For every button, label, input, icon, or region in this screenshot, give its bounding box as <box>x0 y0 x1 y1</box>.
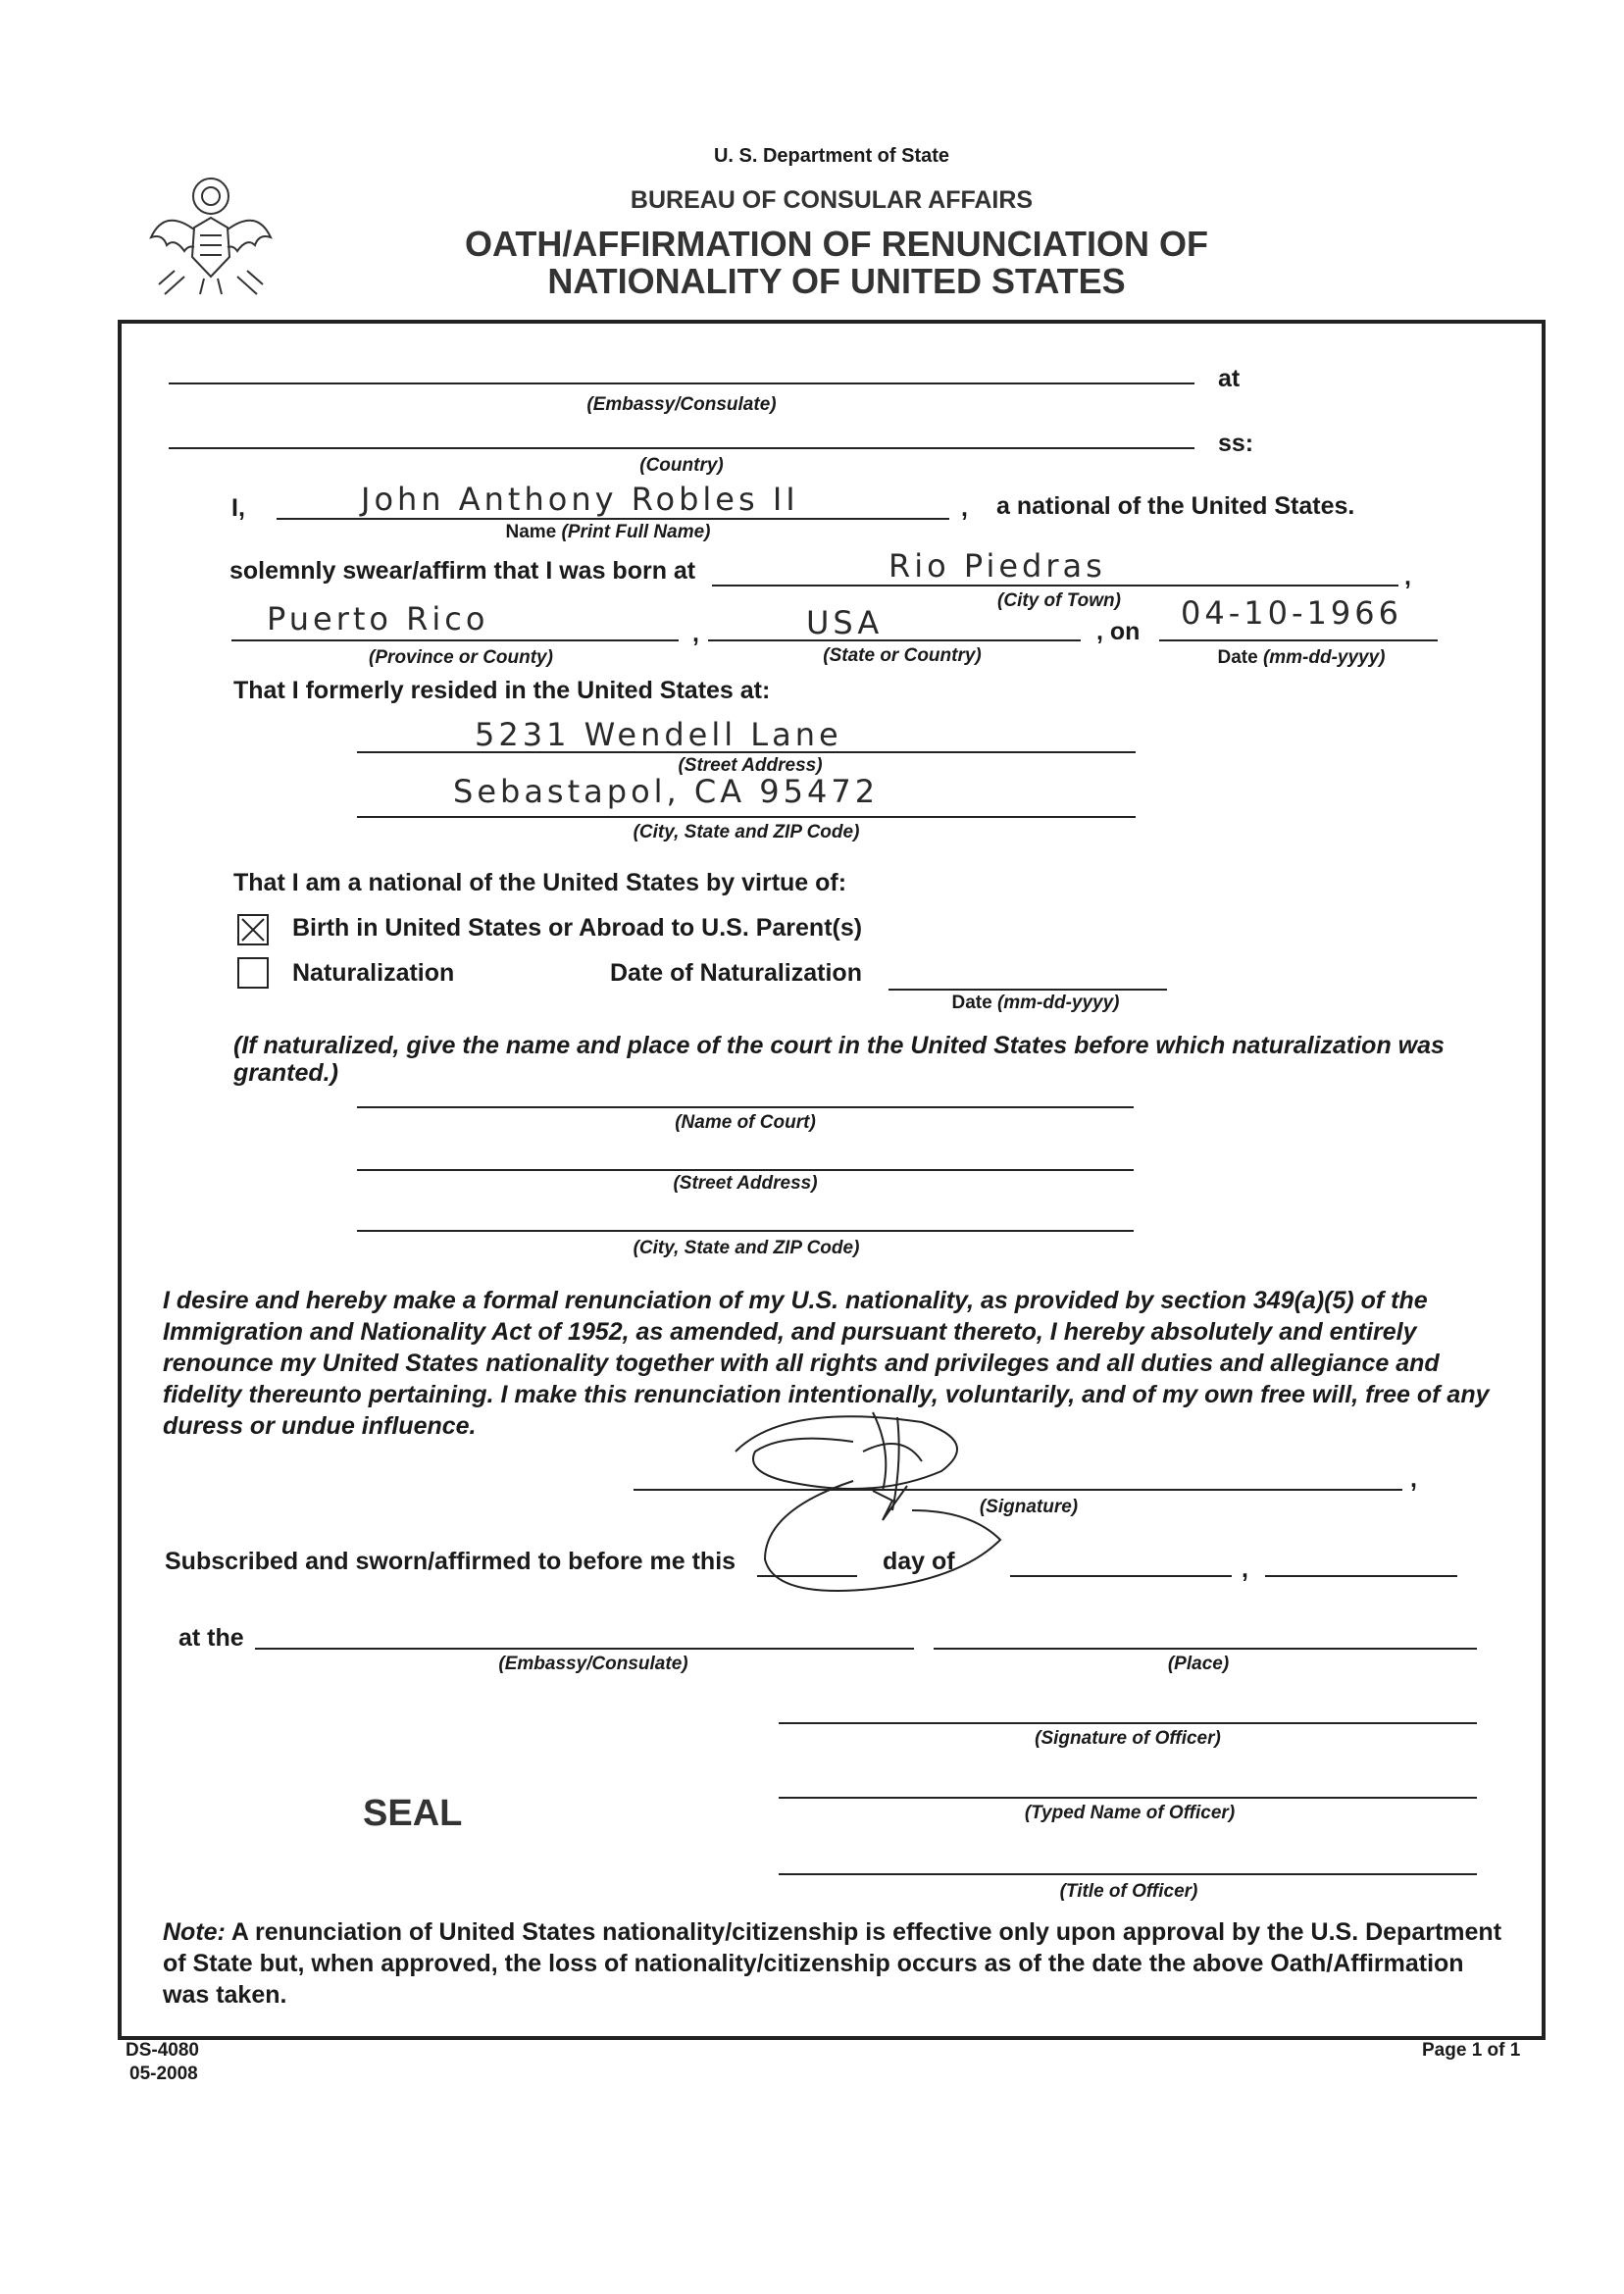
court-caption: (Name of Court) <box>675 1112 816 1133</box>
form-date: 05-2008 <box>129 2064 198 2084</box>
nat-date-caption-hint: (mm-dd-yyyy) <box>996 993 1120 1013</box>
bureau-name: BUREAU OF CONSULAR AFFAIRS <box>630 186 1034 214</box>
embassy-caption: (Embassy/Consulate) <box>586 394 777 415</box>
officer-signature-caption: (Signature of Officer) <box>1035 1728 1221 1749</box>
officer-title-caption: (Title of Officer) <box>1059 1881 1198 1902</box>
embassy-line[interactable] <box>169 382 1194 384</box>
nat-date-caption <box>938 993 1134 1014</box>
court-street-caption: (Street Address) <box>673 1173 818 1194</box>
place-caption: (Place) <box>1167 1654 1230 1674</box>
name-caption-label: Name <box>505 522 562 542</box>
birth-city-value[interactable]: Rio Piedras <box>888 547 1106 585</box>
year-line[interactable] <box>1265 1575 1457 1577</box>
court-csz-line[interactable] <box>357 1230 1134 1232</box>
comma-3: , <box>692 620 699 647</box>
street-caption: (Street Address) <box>678 755 823 776</box>
at-embassy-line[interactable] <box>255 1648 914 1650</box>
place-line[interactable] <box>934 1648 1477 1650</box>
city-state-zip-line[interactable] <box>357 816 1136 818</box>
birth-checkbox[interactable] <box>237 914 269 945</box>
checkbox-x-icon <box>239 916 267 943</box>
at-the-label: at the <box>178 1624 244 1652</box>
state-line[interactable] <box>708 639 1081 641</box>
birth-date-line[interactable] <box>1159 639 1438 641</box>
comma-2: , <box>1404 563 1411 590</box>
note-paragraph <box>163 1916 1516 2011</box>
birth-state-value[interactable]: USA <box>806 604 884 641</box>
street-address-value[interactable]: 5231 Wendell Lane <box>475 716 842 753</box>
signature-caption: (Signature) <box>979 1497 1079 1517</box>
court-name-line[interactable] <box>357 1106 1134 1108</box>
court-csz-caption: (City, State and ZIP Code) <box>633 1238 860 1258</box>
court-note: (If naturalized, give the name and place of the court in the United States before which naturalization was granted.) <box>233 1032 1445 1087</box>
birth-province-value[interactable]: Puerto Rico <box>267 600 489 637</box>
day-line[interactable] <box>757 1575 857 1577</box>
comma-1: , <box>961 494 968 522</box>
officer-signature-line[interactable] <box>779 1722 1477 1724</box>
national-text: a national of the United States. <box>996 492 1355 520</box>
officer-title-line[interactable] <box>779 1873 1477 1875</box>
country-line[interactable] <box>169 447 1194 449</box>
officer-typed-name-caption: (Typed Name of Officer) <box>1024 1803 1236 1823</box>
city-state-zip-value[interactable]: Sebastapol, CA 95472 <box>453 773 880 810</box>
comma-5: , <box>1242 1555 1248 1583</box>
province-caption: (Province or County) <box>369 647 553 668</box>
virtue-text: That I am a national of the United States by virtue of: <box>233 869 847 896</box>
renunciation-statement: I desire and hereby make a formal renunciation of my U.S. nationality, as provided by section 349(a)(5) of the Immigration and Nationality Act of 1952, as amended, and pursuant thereto, I hereby absolutely and entirely renounce my United States nationality together with all rights and privileges and all duties and allegiance and fidelity thereunto pertaining. I make this renunciation intentionally, voluntarily, and of my own free will, free of any duress or undue influence. <box>163 1287 1490 1440</box>
city-caption: (City of Town) <box>997 590 1121 611</box>
province-line[interactable] <box>231 639 679 641</box>
nat-date-label: Date of Naturalization <box>610 959 862 987</box>
ss-label: ss: <box>1218 430 1254 457</box>
seal-label: SEAL <box>363 1793 463 1834</box>
state-caption: (State or Country) <box>823 645 982 666</box>
date-caption <box>1208 647 1395 669</box>
street-line[interactable] <box>357 751 1136 753</box>
subscribed-text: Subscribed and sworn/affirmed to before me this <box>165 1548 736 1575</box>
i-label: I, <box>231 494 245 522</box>
form-title-line1: OATH/AFFIRMATION OF RENUNCIATION OF <box>465 224 1208 264</box>
day-of-label: day of <box>883 1548 955 1575</box>
born-text: solemnly swear/affirm that I was born at <box>229 557 696 585</box>
comma-on-label: , on <box>1096 618 1141 645</box>
birth-option-label: Birth in United States or Abroad to U.S. Parent(s) <box>292 914 863 942</box>
resided-text: That I formerly resided in the United States at: <box>233 677 771 704</box>
note-text: A renunciation of United States nationality/citizenship is effective only upon approval by the U.S. Department of State but, when approved, the loss of nationality/citizenship occurs as of the date the above Oath/Affirmation was taken. <box>163 1918 1502 2009</box>
at-embassy-caption: (Embassy/Consulate) <box>498 1654 688 1674</box>
birth-city-line[interactable] <box>712 585 1398 586</box>
date-caption-label: Date <box>1217 647 1263 668</box>
naturalization-checkbox[interactable] <box>237 957 269 989</box>
name-caption-hint: (Print Full Name) <box>561 522 711 542</box>
form-title-line2: NATIONALITY OF UNITED STATES <box>547 261 1126 301</box>
department-name: U. S. Department of State <box>713 145 950 167</box>
court-street-line[interactable] <box>357 1169 1134 1171</box>
name-line[interactable] <box>277 518 949 520</box>
page-number: Page 1 of 1 <box>1422 2040 1521 2061</box>
comma-4: , <box>1410 1465 1417 1493</box>
officer-typed-name-line[interactable] <box>779 1797 1477 1799</box>
name-caption <box>461 522 755 543</box>
on-label: on <box>1109 618 1141 645</box>
at-label: at <box>1218 365 1241 392</box>
form-number: DS-4080 <box>126 2040 199 2061</box>
full-name-value[interactable]: John Anthony Robles II <box>361 481 799 518</box>
nat-date-caption-label: Date <box>951 993 997 1013</box>
date-caption-hint: (mm-dd-yyyy) <box>1262 647 1386 668</box>
nat-date-line[interactable] <box>888 989 1167 991</box>
csz-caption: (City, State and ZIP Code) <box>633 822 860 842</box>
note-label: Note: <box>163 1918 226 1946</box>
birth-date-value[interactable]: 04-10-1966 <box>1181 594 1402 632</box>
country-caption: (Country) <box>639 455 724 476</box>
month-line[interactable] <box>1010 1575 1232 1577</box>
naturalization-option-label: Naturalization <box>292 959 455 987</box>
